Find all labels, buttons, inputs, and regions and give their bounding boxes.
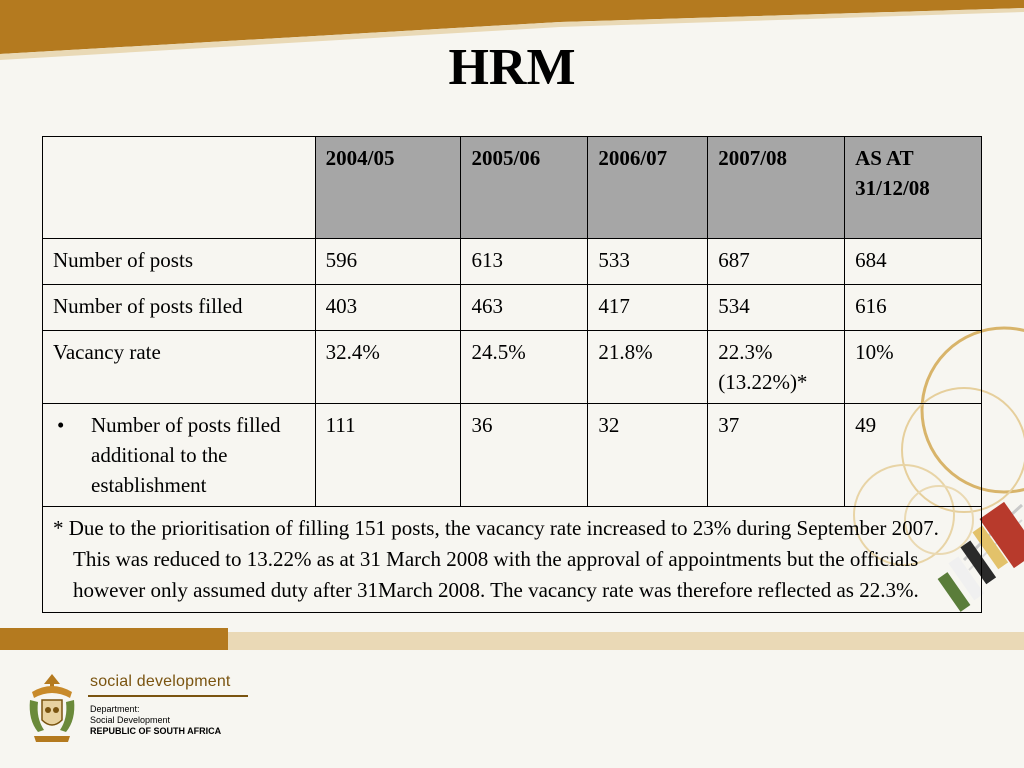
table-cell: 21.8% bbox=[588, 331, 708, 404]
table-row bbox=[43, 331, 982, 404]
header-cell-2005-06: 2005/06 bbox=[461, 137, 588, 239]
table-cell: 36 bbox=[461, 404, 588, 507]
logo-line-social-development: Social Development bbox=[90, 715, 171, 725]
logo-divider bbox=[88, 695, 248, 697]
table-cell: 534 bbox=[708, 285, 845, 331]
table-cell: 613 bbox=[461, 239, 588, 285]
bottom-decorative-band bbox=[0, 628, 1024, 650]
logo-name: social development bbox=[90, 673, 231, 690]
department-logo bbox=[24, 670, 264, 750]
bullet-marker: • bbox=[57, 413, 65, 437]
table-cell: 22.3% (13.22%)* bbox=[708, 331, 845, 404]
table-cell: 687 bbox=[708, 239, 845, 285]
note-row bbox=[43, 507, 982, 613]
table-row bbox=[43, 239, 982, 285]
table-cell: 10% bbox=[845, 331, 982, 404]
table-cell: 24.5% bbox=[461, 331, 588, 404]
header-cell-2004-05: 2004/05 bbox=[315, 137, 461, 239]
table-row bbox=[43, 285, 982, 331]
header-cell-as-at-31-12-08: AS AT 31/12/08 bbox=[845, 137, 982, 239]
table-cell: 403 bbox=[315, 285, 461, 331]
table-row bbox=[43, 404, 982, 507]
table-cell: 596 bbox=[315, 239, 461, 285]
table-cell: 32.4% bbox=[315, 331, 461, 404]
table-cell: 684 bbox=[845, 239, 982, 285]
slide-title: HRM bbox=[448, 39, 576, 96]
hrm-table bbox=[42, 136, 982, 613]
table-cell: 49 bbox=[845, 404, 982, 507]
row-label: Vacancy rate bbox=[43, 331, 316, 404]
logo-line-department: Department: bbox=[90, 704, 140, 714]
table-cell: 533 bbox=[588, 239, 708, 285]
table-cell: 417 bbox=[588, 285, 708, 331]
table-cell: 32 bbox=[588, 404, 708, 507]
table-cell: 616 bbox=[845, 285, 982, 331]
row-label: Number of posts filled additional to the establishment bbox=[91, 413, 281, 497]
header-cell-empty bbox=[43, 137, 316, 239]
table-cell: 463 bbox=[461, 285, 588, 331]
header-cell-2007-08: 2007/08 bbox=[708, 137, 845, 239]
header-row bbox=[43, 137, 982, 239]
table-cell: 111 bbox=[315, 404, 461, 507]
table-cell: 37 bbox=[708, 404, 845, 507]
header-cell-2006-07: 2006/07 bbox=[588, 137, 708, 239]
footnote-text: * Due to the prioritisation of filling 151 posts, the vacancy rate increased to 23% during September 2007. This was reduced to 13.22% as at 31 March 2008 with the approval of appointments but the officials however only assumed duty after 31March 2008. The vacancy rate was therefore reflected as 22.3%. bbox=[53, 516, 939, 602]
coat-of-arms-icon bbox=[24, 670, 80, 746]
footnote-cell bbox=[43, 507, 982, 613]
row-label: Number of posts filled bbox=[43, 285, 316, 331]
logo-line-republic: REPUBLIC OF SOUTH AFRICA bbox=[90, 726, 222, 736]
row-label-cell bbox=[43, 404, 316, 507]
row-label: Number of posts bbox=[43, 239, 316, 285]
